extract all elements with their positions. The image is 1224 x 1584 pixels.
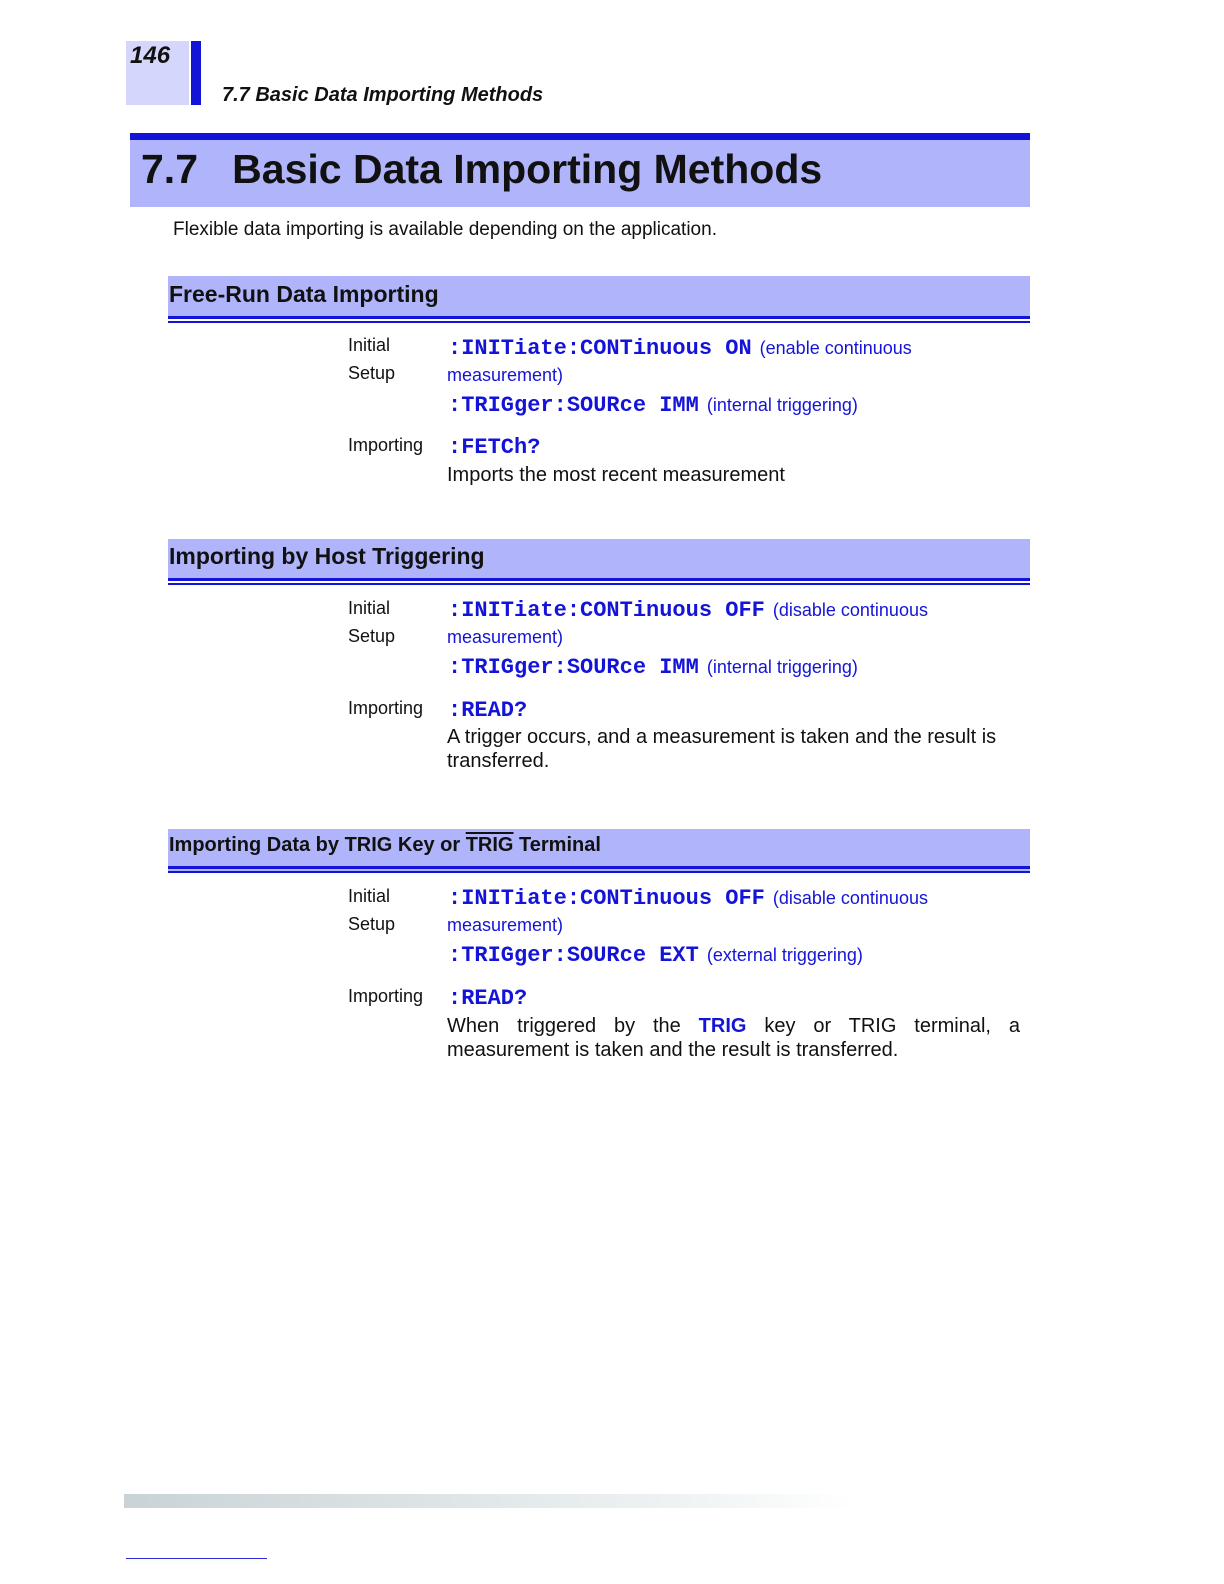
- setup-label-line2: Setup: [348, 914, 396, 934]
- command: :INITiate:CONTinuous OFF: [448, 598, 765, 623]
- command-note-continued: measurement): [447, 627, 564, 647]
- command-line: [448, 886, 928, 911]
- setup-label: [348, 882, 395, 938]
- command-note: (internal triggering): [706, 395, 858, 415]
- footer-rule: [126, 1558, 267, 1559]
- trig-terminal-overbar-text: TRIG: [465, 834, 514, 856]
- setup-label-line2: Setup: [348, 363, 396, 383]
- query-description: [447, 725, 1020, 773]
- section-title-part: Terminal: [513, 834, 601, 856]
- query-command: :READ?: [448, 698, 528, 723]
- description-text: When triggered by the: [447, 1015, 699, 1037]
- query-command: :READ?: [448, 986, 528, 1011]
- section-rule: [168, 316, 1030, 319]
- command-note: (external triggering): [706, 945, 863, 965]
- section-title: Importing by Host Triggering: [169, 543, 485, 569]
- command-line: [448, 336, 912, 361]
- command-note-continued: measurement): [447, 915, 564, 935]
- query-description: Imports the most recent measurement: [447, 464, 785, 486]
- importing-label: Importing: [348, 986, 424, 1006]
- command-line: [448, 655, 858, 680]
- description-line: transferred.: [447, 750, 550, 772]
- header-accent-bar: [191, 41, 201, 105]
- section-title: [169, 834, 601, 857]
- command: :TRIGger:SOURce EXT: [448, 943, 699, 968]
- footer-decoration: [124, 1494, 854, 1508]
- description-text: key or TRIG terminal, a: [746, 1015, 1020, 1037]
- section-rule: [168, 866, 1030, 869]
- setup-label: [348, 594, 395, 650]
- query-line: [448, 986, 527, 1011]
- section-title: Free-Run Data Importing: [169, 281, 439, 307]
- chapter-title: 7.7 Basic Data Importing Methods: [141, 146, 823, 192]
- command: :INITiate:CONTinuous OFF: [448, 886, 765, 911]
- command-note: (enable continuous: [759, 338, 912, 358]
- query-line: [448, 435, 540, 460]
- section-rule: [168, 871, 1030, 873]
- chapter-top-rule: [130, 133, 1030, 140]
- query-command: :FETCh?: [448, 435, 541, 460]
- command: :TRIGger:SOURce IMM: [448, 393, 699, 418]
- description-line: A trigger occurs, and a measurement is taken and the result is: [447, 726, 997, 748]
- running-header: 7.7 Basic Data Importing Methods: [222, 84, 544, 106]
- command-note: (disable continuous: [772, 888, 928, 908]
- description-line: measurement is taken and the result is transferred.: [447, 1039, 899, 1061]
- command-note: (disable continuous: [772, 600, 928, 620]
- command-note-continued: measurement): [447, 365, 564, 385]
- command: :TRIGger:SOURce IMM: [448, 655, 699, 680]
- page-number: 146: [130, 42, 171, 69]
- command: :INITiate:CONTinuous ON: [448, 336, 752, 361]
- setup-label: [348, 331, 395, 387]
- description-line: [447, 1014, 1020, 1038]
- chapter-intro: Flexible data importing is available depending on the application.: [173, 219, 717, 240]
- command-line: [448, 943, 863, 968]
- section-rule: [168, 321, 1030, 323]
- setup-label-line1: Initial: [348, 335, 391, 355]
- trig-key-text: TRIG: [698, 1015, 747, 1037]
- command-note: (internal triggering): [706, 657, 858, 677]
- importing-label: Importing: [348, 435, 424, 455]
- section-rule: [168, 583, 1030, 585]
- query-description: [447, 1014, 1020, 1062]
- section-rule: [168, 578, 1030, 581]
- setup-label-line1: Initial: [348, 598, 391, 618]
- importing-label: Importing: [348, 698, 424, 718]
- command-line: [448, 393, 858, 418]
- setup-label-line2: Setup: [348, 626, 396, 646]
- query-line: [448, 698, 527, 723]
- section-title-part: Importing Data by TRIG Key or: [169, 834, 466, 856]
- setup-label-line1: Initial: [348, 886, 391, 906]
- command-line: [448, 598, 928, 623]
